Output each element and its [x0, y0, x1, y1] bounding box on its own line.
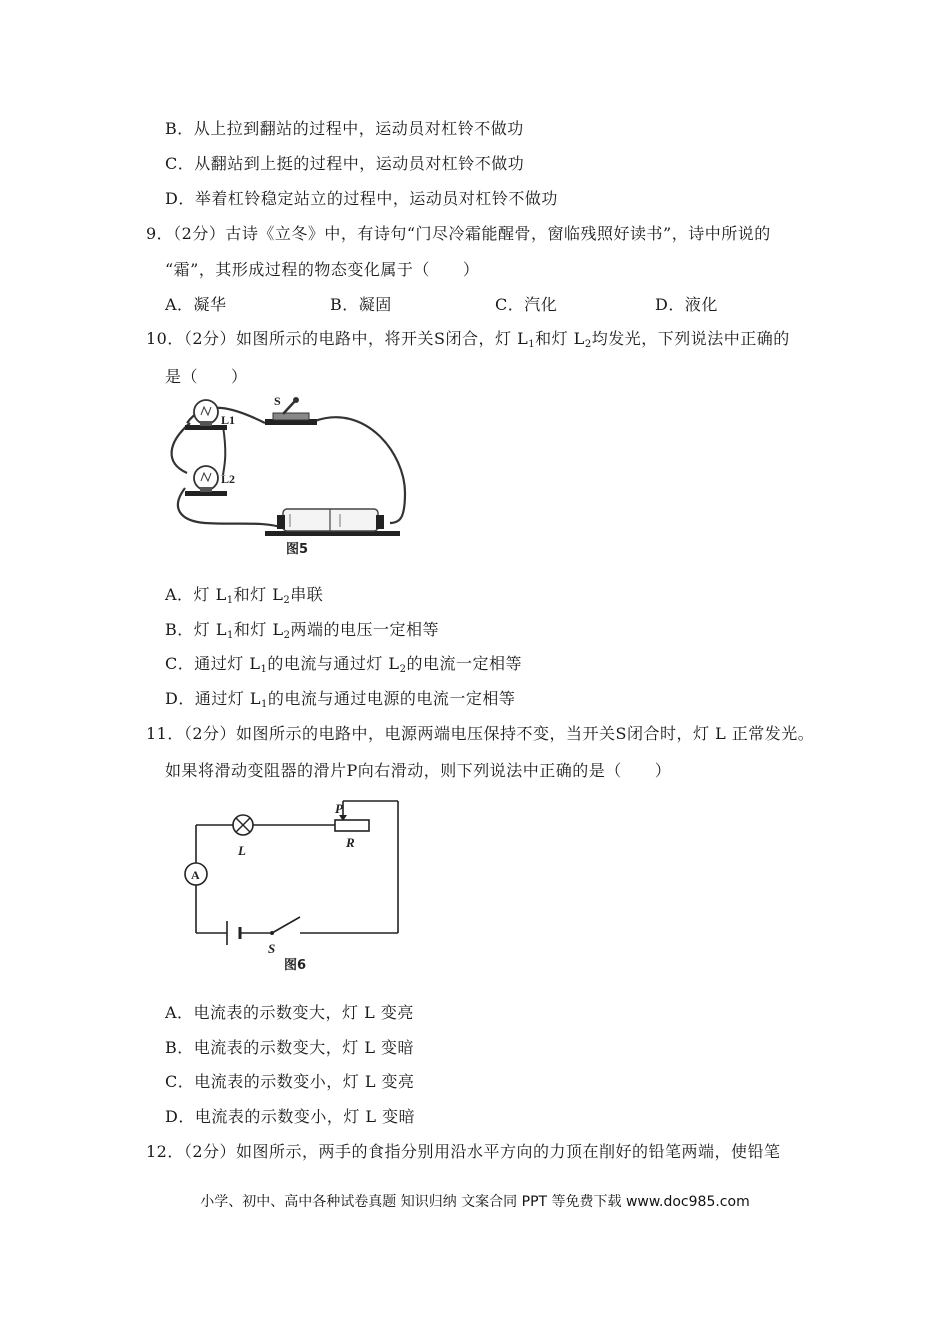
- q8-option-b: B．从上拉到翻站的过程中，运动员对杠铃不做功: [165, 119, 524, 138]
- page-footer: 小学、初中、高中各种试卷真题 知识归纳 文案合同 PPT 等免费下载 www.doc985.com: [200, 1194, 750, 1210]
- q9-option-a: A．凝华: [165, 295, 227, 314]
- q10-option-c: C．通过灯 $L_1$的电流与通过灯 $L_2$的电流一定相等: [165, 654, 522, 675]
- lamp-symbol: [233, 815, 253, 858]
- q9-option-b: B．凝固: [330, 295, 392, 314]
- q11-stem-line1: 11．（2分）如图所示的电路中，电源两端电压保持不变，当开关S闭合时，灯 L 正常发光。: [146, 724, 815, 743]
- battery-symbol: [227, 921, 240, 945]
- q10-option-b: B．灯 $L_1$和灯 $L_2$两端的电压一定相等: [165, 620, 439, 641]
- lamp-label: L: [238, 843, 246, 858]
- figure-6-circuit-diagram: [180, 793, 410, 977]
- switch-s-label: S: [268, 941, 276, 956]
- lamp-l2: [185, 466, 235, 496]
- lamp-l1: [185, 400, 235, 430]
- ammeter-label: A: [191, 868, 200, 882]
- q8-option-d: D．举着杠铃稳定站立的过程中，运动员对杠铃不做功: [165, 189, 558, 208]
- q9-stem-line1: 9．（2分）古诗《立冬》中，有诗句“门尽冷霜能醒骨，窗临残照好读书”，诗中所说的: [146, 224, 771, 243]
- q9-option-d: D．液化: [655, 295, 718, 314]
- figure-6-caption: 图6: [284, 958, 307, 973]
- q9-stem-line2: “霜”，其形成过程的物态变化属于（ ）: [165, 260, 480, 279]
- q11-option-d: D．电流表的示数变小，灯 L 变暗: [165, 1107, 416, 1126]
- lamp-l1-label: L1: [221, 413, 236, 427]
- ammeter-symbol: [185, 863, 207, 885]
- slider-label: P: [335, 801, 343, 816]
- q8-option-c: C．从翻站到上挺的过程中，运动员对杠铃不做功: [165, 154, 525, 173]
- resistor-label: R: [346, 835, 355, 850]
- q10-stem-line1: 10．（2分）如图所示的电路中，将开关S闭合，灯 $L_1$和灯 $L_2$均发光，下列说法中正确的: [146, 329, 790, 350]
- rheostat-symbol: [335, 801, 369, 850]
- switch-symbol: [268, 917, 300, 956]
- knife-switch: [265, 394, 317, 425]
- q9-option-c: C．汽化: [495, 295, 558, 314]
- lamp-l2-label: L2: [221, 472, 236, 486]
- figure-5-caption: 图5: [286, 542, 309, 557]
- q10-stem-line2: 是（ ）: [165, 367, 248, 386]
- q11-stem-line2: 如果将滑动变阻器的滑片P向右滑动，则下列说法中正确的是（ ）: [165, 761, 672, 780]
- q10-option-a: A．灯 $L_1$和灯 $L_2$串联: [165, 585, 324, 606]
- q10-option-d: D．通过灯 $L_1$的电流与通过电源的电流一定相等: [165, 689, 516, 710]
- q12-stem-line1: 12．（2分）如图所示，两手的食指分别用沿水平方向的力顶在削好的铅笔两端，使铅笔: [146, 1142, 781, 1161]
- battery-pack: [265, 509, 400, 536]
- q11-option-b: B．电流表的示数变大，灯 L 变暗: [165, 1038, 415, 1057]
- switch-label: S: [274, 394, 281, 408]
- figure-5-circuit-photo: [165, 393, 415, 567]
- q11-option-a: A．电流表的示数变大，灯 L 变亮: [165, 1003, 414, 1022]
- q11-option-c: C．电流表的示数变小，灯 L 变亮: [165, 1072, 415, 1091]
